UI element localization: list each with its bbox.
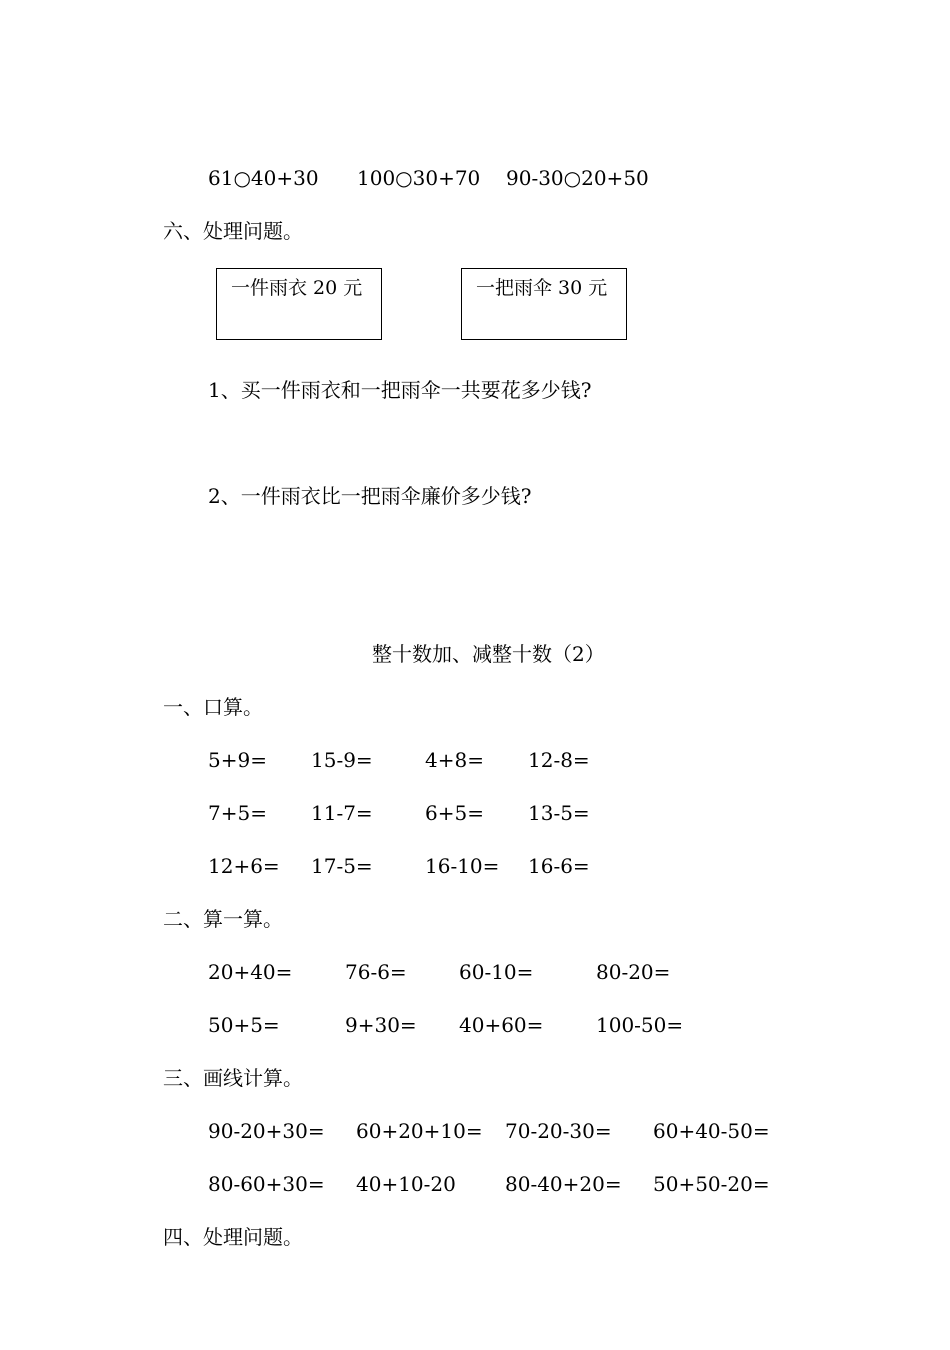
lesson-s2-heading: 二、算一算。 bbox=[163, 907, 283, 931]
line-calc-item: 60+40-50= bbox=[653, 1119, 770, 1143]
question-2: 2、一件雨衣比一把雨伞廉价多少钱? bbox=[208, 484, 532, 508]
oral-calc-item: 13-5= bbox=[528, 801, 590, 825]
section6-heading: 六、处理问题。 bbox=[163, 219, 303, 243]
oral-calc-item: 16-10= bbox=[425, 854, 500, 878]
oral-calc-item: 12+6= bbox=[208, 854, 280, 878]
calc-item: 40+60= bbox=[459, 1013, 544, 1037]
lesson-s1-heading: 一、口算。 bbox=[163, 695, 263, 719]
calc-item: 100-50= bbox=[596, 1013, 684, 1037]
line-calc-item: 90-20+30= bbox=[208, 1119, 325, 1143]
price-box-umbrella bbox=[461, 268, 627, 340]
question-1: 1、买一件雨衣和一把雨伞一共要花多少钱? bbox=[208, 378, 592, 402]
oral-calc-item: 12-8= bbox=[528, 748, 590, 772]
oral-calc-item: 5+9= bbox=[208, 748, 267, 772]
lesson-s3-heading: 三、画线计算。 bbox=[163, 1066, 303, 1090]
oral-calc-item: 7+5= bbox=[208, 801, 267, 825]
oral-calc-item: 11-7= bbox=[311, 801, 373, 825]
line-calc-item: 80-40+20= bbox=[505, 1172, 622, 1196]
compare-item-1: 61○40+30 bbox=[208, 166, 319, 190]
price-box-umbrella-label: 一把雨伞 30 元 bbox=[476, 277, 608, 299]
calc-item: 76-6= bbox=[345, 960, 407, 984]
price-box-raincoat bbox=[216, 268, 382, 340]
oral-calc-item: 15-9= bbox=[311, 748, 373, 772]
compare-item-3: 90-30○20+50 bbox=[506, 166, 649, 190]
calc-item: 9+30= bbox=[345, 1013, 417, 1037]
calc-item: 50+5= bbox=[208, 1013, 280, 1037]
lesson-s4-heading: 四、处理问题。 bbox=[163, 1225, 303, 1249]
line-calc-item: 80-60+30= bbox=[208, 1172, 325, 1196]
price-box-raincoat-label: 一件雨衣 20 元 bbox=[231, 277, 363, 299]
oral-calc-item: 16-6= bbox=[528, 854, 590, 878]
oral-calc-item: 17-5= bbox=[311, 854, 373, 878]
compare-item-2: 100○30+70 bbox=[357, 166, 481, 190]
line-calc-item: 40+10-20 bbox=[356, 1172, 456, 1196]
calc-item: 60-10= bbox=[459, 960, 534, 984]
oral-calc-item: 4+8= bbox=[425, 748, 484, 772]
line-calc-item: 50+50-20= bbox=[653, 1172, 770, 1196]
lesson-title: 整十数加、减整十数（2） bbox=[372, 642, 605, 666]
line-calc-item: 60+20+10= bbox=[356, 1119, 483, 1143]
calc-item: 20+40= bbox=[208, 960, 293, 984]
calc-item: 80-20= bbox=[596, 960, 671, 984]
line-calc-item: 70-20-30= bbox=[505, 1119, 612, 1143]
oral-calc-item: 6+5= bbox=[425, 801, 484, 825]
